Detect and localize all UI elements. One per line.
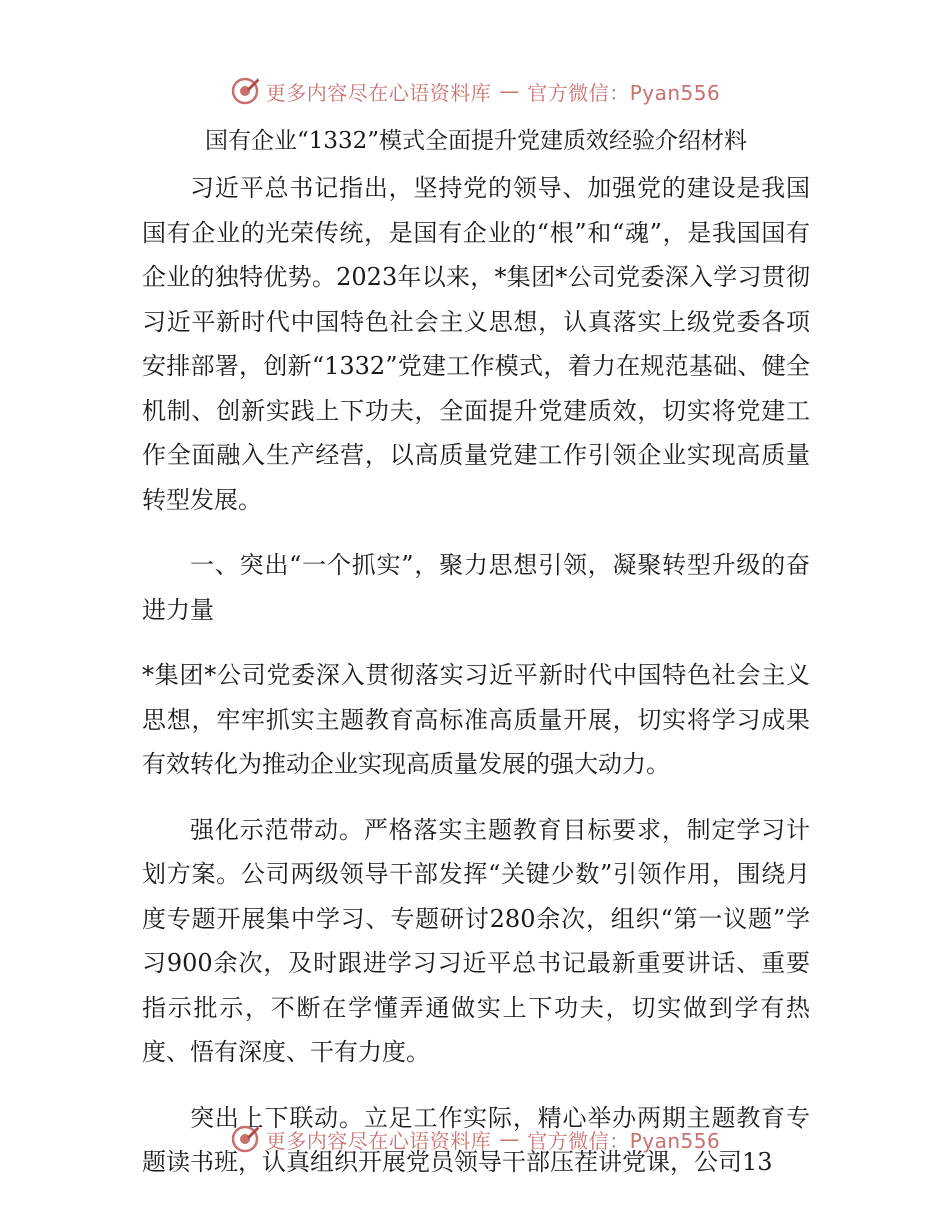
section-heading-1: 一、突出“一个抓实”，聚力思想引领，凝聚转型升级的奋进力量	[142, 551, 810, 624]
paragraph-intro: 习近平总书记指出，坚持党的领导、加强党的建设是我国国有企业的光荣传统，是国有企业的“根”和“魂”，是我国国有企业的独特优势。2023年以来，*集团*公司党委深入学习贯彻习近平新时代中国特色社会主义思想，认真落实上级党委各项安排部署，创新“1332”党建工作模式，着力在规范基础、健全机制、创新实践上下功夫，全面提升党建质效，切实将党建工作全面融入生产经营，以高质量党建工作引领企业实现高质量转型发展。	[142, 174, 810, 514]
watermark-footer	[0, 1124, 950, 1154]
seal-logo-icon	[230, 76, 260, 106]
document-body	[142, 166, 810, 1206]
paragraph-linkage: 突出上下联动。立足工作实际，精心举办两期主题教育专题读书班，认真组织开展党员领导干部压茬讲党课，公司13	[142, 1103, 810, 1176]
watermark-contact: 官方微信：Pyan556	[527, 80, 721, 105]
watermark-text: 更多内容尽在心语资料库	[265, 80, 492, 105]
watermark-contact: 官方微信：Pyan556	[527, 1128, 721, 1153]
watermark-header	[0, 76, 950, 106]
paragraph-section-1-summary: *集团*公司党委深入贯彻落实习近平新时代中国特色社会主义思想，牢牢抓实主题教育高标准高质量开展，切实将学习成果有效转化为推动企业实现高质量发展的强大动力。	[142, 661, 810, 778]
seal-logo-icon	[230, 1124, 260, 1154]
watermark-dash: —	[499, 79, 520, 103]
document-title: 国有企业“1332”模式全面提升党建质效经验介绍材料	[204, 128, 748, 154]
paragraph-demonstration: 强化示范带动。严格落实主题教育目标要求，制定学习计划方案。公司两级领导干部发挥“关键少数”引领作用，围绕月度专题开展集中学习、专题研讨280余次，组织“第一议题”学习900余次，及时跟进学习习近平总书记最新重要讲话、重要指示批示，不断在学懂弄通做实上下功夫，切实做到学有热度、悟有深度、干有力度。	[142, 815, 810, 1066]
watermark-dash: —	[499, 1127, 520, 1151]
watermark-text: 更多内容尽在心语资料库	[265, 1128, 492, 1153]
